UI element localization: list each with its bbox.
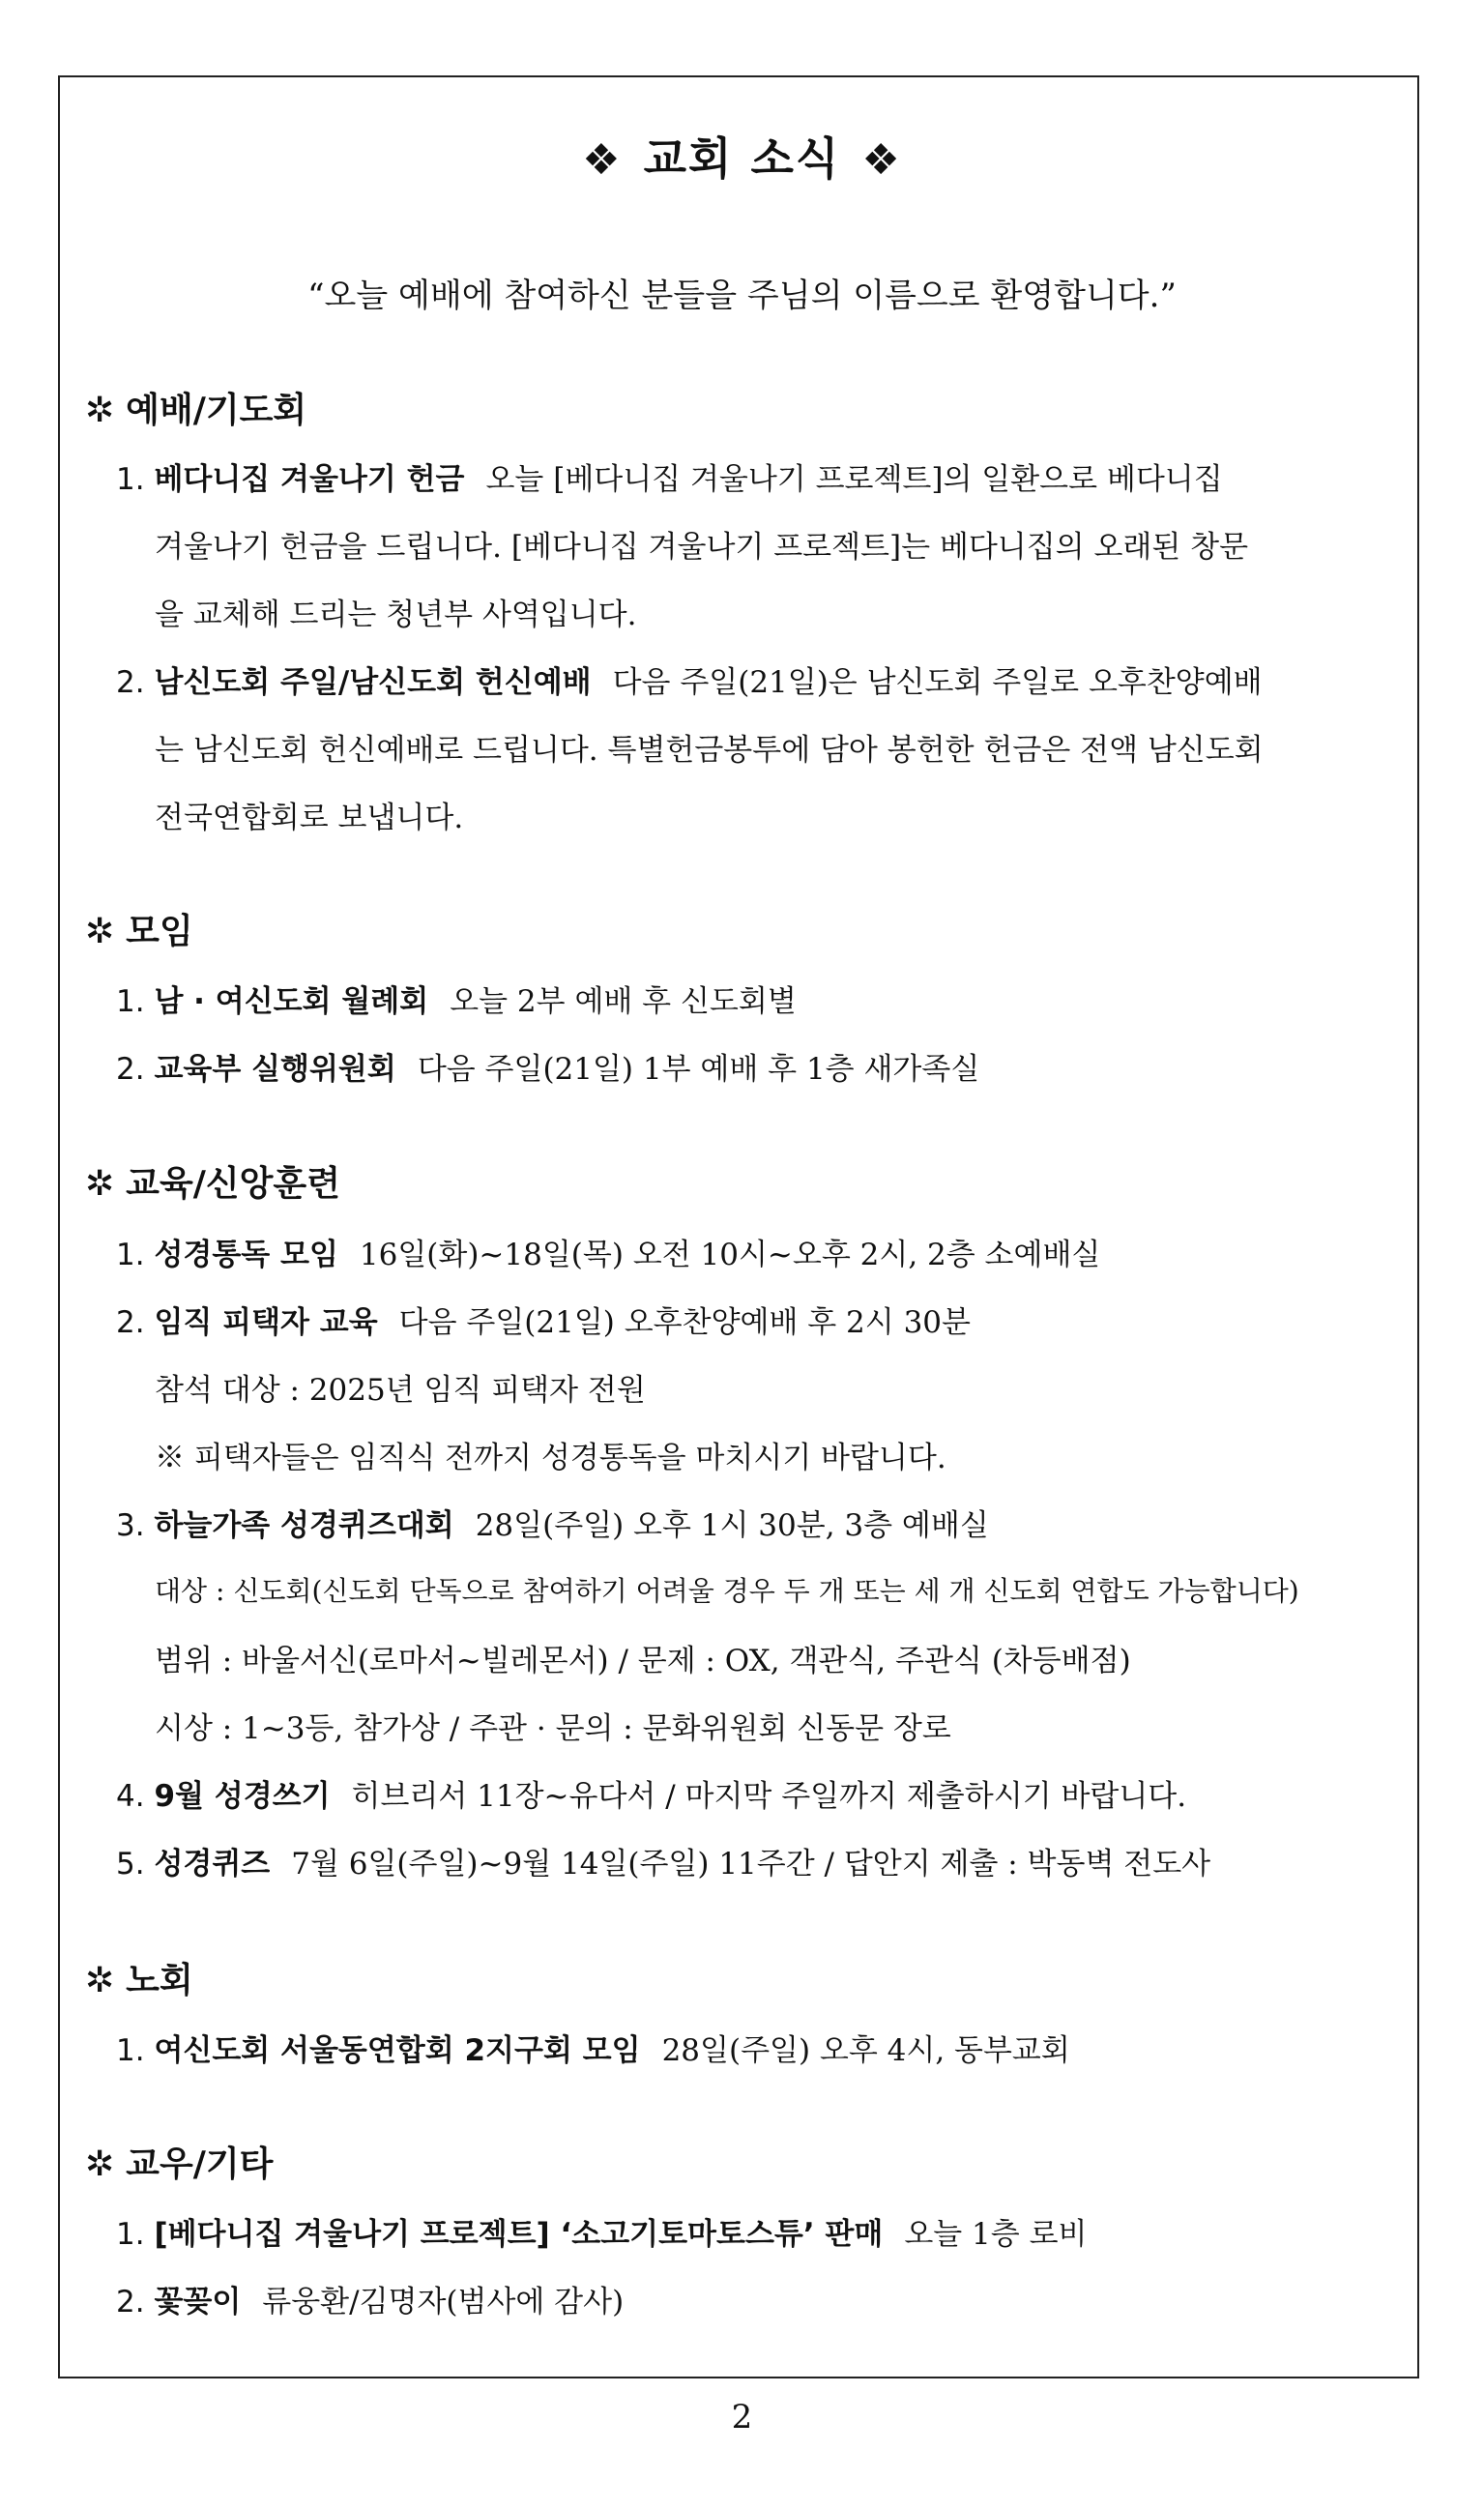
welcome-message: “오늘 예배에 참여하신 분들을 주님의 이름으로 환영합니다.” xyxy=(307,277,1177,315)
asterisk-icon: ✲ xyxy=(85,2144,115,2184)
list-item: 2. 꽃꽂이 류웅환/김명자(범사에 감사) xyxy=(116,2285,625,2319)
section-heading-education: ✲ 교육/신앙훈련 xyxy=(85,1164,340,1204)
list-item-continuation: 범위 : 바울서신(로마서~빌레몬서) / 문제 : OX, 객관식, 주관식 (차등배점) xyxy=(155,1644,1131,1678)
list-item: 2. 임직 피택자 교육 다음 주일(21일) 오후찬양예배 후 2시 30분 xyxy=(116,1305,971,1340)
page-title-text: 교회 소식 xyxy=(643,132,841,185)
list-item: 1. 남 · 여신도회 월례회 오늘 2부 예배 후 신도회별 xyxy=(116,984,797,1019)
list-item-continuation: 는 남신도회 헌신예배로 드립니다. 특별헌금봉투에 담아 봉헌한 헌금은 전액 남신도회 xyxy=(155,733,1264,768)
list-item: 5. 성경퀴즈 7월 6일(주일)~9월 14일(주일) 11주간 / 답안지 제출 : 박동벽 전도사 xyxy=(116,1847,1211,1882)
section-heading-fellowship: ✲ 교우/기타 xyxy=(85,2144,274,2184)
list-item-continuation: 겨울나기 헌금을 드립니다. [베다니집 겨울나기 프로젝트]는 베다니집의 오래된 창문 xyxy=(155,530,1249,565)
page-title xyxy=(0,124,1484,188)
section-heading-presbytery: ✲ 노회 xyxy=(85,1961,193,2000)
list-item-continuation: 전국연합회로 보냅니다. xyxy=(155,801,464,835)
asterisk-icon: ✲ xyxy=(85,1164,115,1204)
list-item-continuation: 을 교체해 드리는 청년부 사역입니다. xyxy=(155,598,637,632)
list-item: 1. 베다니집 겨울나기 헌금 오늘 [베다니집 겨울나기 프로젝트]의 일환으로 베다니집 xyxy=(116,462,1223,497)
diamond-deco-icon: ❖ xyxy=(582,135,623,185)
asterisk-icon: ✲ xyxy=(85,912,115,951)
list-item: 4. 9월 성경쓰기 히브리서 11장~유다서 / 마지막 주일까지 제출하시기 바랍니다. xyxy=(116,1779,1187,1814)
list-item: 3. 하늘가족 성경퀴즈대회 28일(주일) 오후 1시 30분, 3층 예배실 xyxy=(116,1508,989,1543)
section-heading-meeting: ✲ 모임 xyxy=(85,912,193,951)
list-item-continuation: 참석 대상 : 2025년 임직 피택자 전원 xyxy=(155,1373,646,1408)
list-item-continuation: ※ 피택자들은 임직식 전까지 성경통독을 마치시기 바랍니다. xyxy=(155,1441,946,1475)
list-item: 1. 성경통독 모임 16일(화)~18일(목) 오전 10시~오후 2시, 2층 소예배실 xyxy=(116,1238,1101,1272)
list-item: 2. 교육부 실행위원회 다음 주일(21일) 1부 예배 후 1층 새가족실 xyxy=(116,1052,980,1087)
page-number: 2 xyxy=(731,2398,753,2436)
list-item: 1. [베다니집 겨울나기 프로젝트] ‘소고기토마토스튜’ 판매 오늘 1층 로비 xyxy=(116,2217,1088,2252)
list-item-continuation: 시상 : 1~3등, 참가상 / 주관 · 문의 : 문화위원회 신동문 장로 xyxy=(155,1711,951,1746)
list-item: 1. 여신도회 서울동연합회 2지구회 모임 28일(주일) 오후 4시, 동부교회 xyxy=(116,2033,1070,2068)
asterisk-icon: ✲ xyxy=(85,1961,115,2000)
section-heading-worship: ✲ 예배/기도회 xyxy=(85,391,307,430)
diamond-deco-icon: ❖ xyxy=(861,135,902,185)
list-item-continuation: 대상 : 신도회(신도회 단독으로 참여하기 어려울 경우 두 개 또는 세 개 신도회 연합도 가능합니다) xyxy=(155,1575,1299,1607)
list-item: 2. 남신도회 주일/남신도회 헌신예배 다음 주일(21일)은 남신도회 주일로 오후찬양예배 xyxy=(116,665,1263,700)
asterisk-icon: ✲ xyxy=(85,391,115,430)
